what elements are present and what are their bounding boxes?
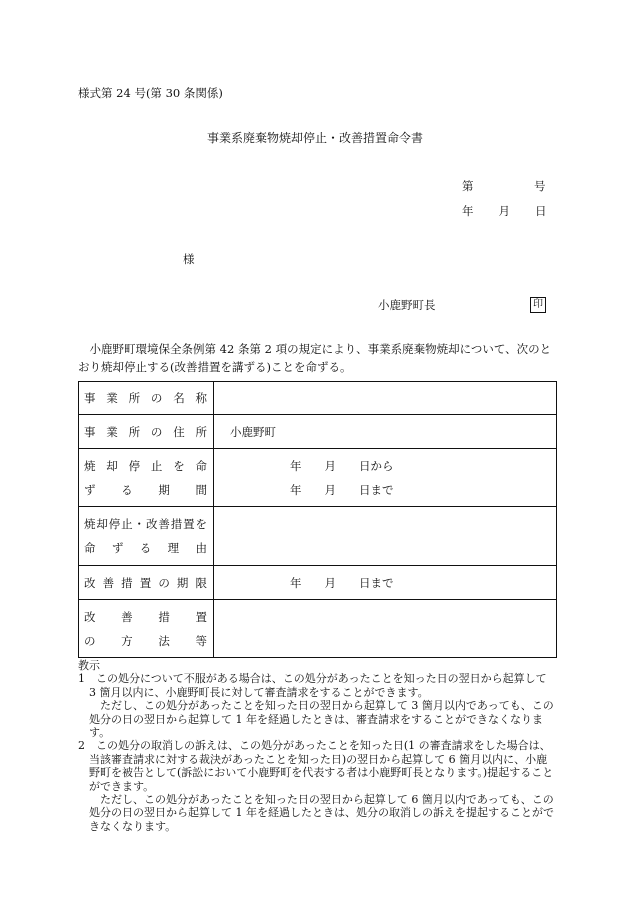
stop-period-field[interactable]: [214, 449, 557, 507]
row-label: [79, 600, 214, 658]
seal-mark: 印: [530, 297, 546, 313]
improvement-deadline-field[interactable]: [214, 566, 557, 600]
document-title: 事業系廃棄物焼却停止・改善措置命令書: [206, 131, 423, 145]
note-item-1: 1 この処分について不服がある場合は、この処分があったことを知った日の翌日から起算して 3 箇月以内に、小鹿野町長に対して審査請求をすることができます。: [78, 672, 547, 699]
notes-heading: 教示: [78, 659, 100, 672]
issuer-name: 小鹿野町長: [378, 298, 436, 312]
label-text: 改善措置: [84, 609, 207, 624]
period-end: 年 月 日まで: [290, 482, 394, 497]
row-label: [79, 449, 214, 507]
number-prefix: 第: [462, 179, 474, 193]
label-text: 焼却停止を命: [84, 458, 207, 473]
table-row: [79, 507, 557, 566]
note-item-2-proviso: ただし、この処分があったことを知った日の翌日から起算して 6 箇月以内であっても、この処分の日の翌日から起算して 1 年を経過したときは、処分の取消しの訴えを提起することができなくなります。: [89, 793, 554, 833]
label-text: 命ずる理由: [84, 541, 207, 555]
addressee-suffix: 様: [183, 252, 195, 266]
table-row: [79, 382, 557, 415]
date-month: 月: [498, 204, 510, 218]
note-item-1-proviso: ただし、この処分があったことを知った日の翌日から起算して 3 箇月以内であっても、この処分の日の翌日から起算して 1 年を経過したときは、審査請求をすることができなくなります。: [89, 699, 554, 740]
address-value: 小鹿野町: [230, 424, 276, 439]
form-number: 様式第 24 号(第 30 条関係): [78, 86, 223, 100]
order-table: [78, 381, 557, 658]
label-text: の方法等: [84, 633, 207, 648]
table-row: [79, 600, 557, 658]
label-text: ずる期間: [84, 482, 207, 497]
table-row: [79, 566, 557, 600]
row-label: [79, 382, 214, 415]
facility-address-field[interactable]: [214, 415, 557, 449]
row-label: [79, 507, 214, 566]
label-text: 改善措置の期限: [84, 575, 207, 590]
date-day: 日: [535, 204, 547, 218]
row-label: [79, 566, 214, 600]
table-row: [79, 415, 557, 449]
note-item-2: 2 この処分の取消しの訴えは、この処分があったことを知った日(1 の審査請求をした場合は、当該審査請求に対する裁決があったことを知った日)の翌日から起算して 6 箇月以内に、小鹿野町を被告として(訴訟において小鹿野町を代表する者は小鹿野町長となります。)提起することができます。: [78, 739, 554, 793]
table-row: [79, 449, 557, 507]
label-text: 事業所の住所: [84, 424, 207, 439]
label-text: 事業所の名称: [84, 391, 207, 405]
improvement-method-field[interactable]: [214, 600, 557, 658]
instruction-notes: [78, 659, 557, 833]
number-suffix: 号: [534, 179, 546, 193]
facility-name-field[interactable]: [214, 382, 557, 415]
label-text: 焼却停止・改善措置を: [84, 517, 207, 531]
deadline-value: 年 月 日まで: [290, 575, 394, 590]
order-reason-field[interactable]: [214, 507, 557, 566]
period-start: 年 月 日から: [290, 458, 394, 473]
row-label: [79, 415, 214, 449]
issue-date: [462, 206, 547, 218]
body-text: 小鹿野町環境保全条例第 42 条第 2 項の規定により、事業系廃棄物焼却について、次のとおり焼却停止する(改善措置を講ずる)ことを命ずる。: [78, 342, 552, 374]
date-year: 年: [462, 204, 474, 218]
